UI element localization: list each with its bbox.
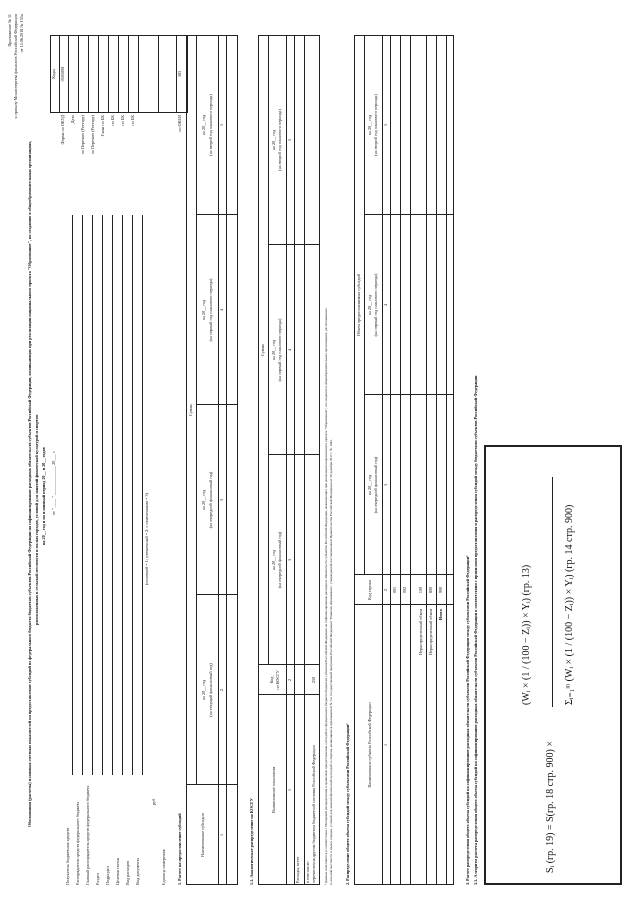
section11-title: 1.1. Аналитическое распределение по КОСГУ [249,798,254,885]
s2-total-code: 900 [438,586,443,594]
section31-title: 3.1. Алгоритм расчета распределения общего объема субсидий на софинансирование расходных обязательств субъектов Российской Федерации в соответствии с правилами предоставления и распределения субсидий между бюджетами субъектов Российской Федерации [473,375,478,885]
field-doc-type: Вид документа [135,858,140,885]
vr-label: по БК [130,115,135,126]
s2-num-5: 5 [383,123,388,127]
glava-label: Глава по БК [100,115,105,137]
field-unit: Единица измерения: [161,848,166,885]
form-title-line3: на 20__ год и на плановый период 20__ и 20__ годов [41,447,46,545]
s2-col-name: Наименование субъекта Российской Федерации [367,702,372,788]
s1-y2-note: (на очередной финансовый год) [208,471,213,529]
reestr-label-2: по Перечню (Реестру) [90,115,95,155]
s2-total: Итого [438,609,443,621]
okei-code: 383 [177,70,182,78]
s2-y3: на 20__ год [367,114,372,136]
rzpr-label: по БК [110,115,115,126]
s2-reserve2-code: 800 [428,586,433,594]
field-subsection: Подраздел [105,866,110,885]
s11-num-1: 1 [287,788,292,792]
s11-row-incl: в том числе: [305,861,310,883]
s11-num-3: 3 [287,558,292,562]
s2-y3-note: (на второй год планового периода) [373,94,378,156]
s1-y2: на 20__ год [201,489,206,511]
s2-y2: на 20__ год [367,294,372,316]
field-expense-type: Вид расходов [125,860,130,885]
section1-title: 1. Расчет на предоставление субсидий [177,813,182,885]
s2-num-4: 4 [383,303,388,307]
s11-col-code: Код [269,676,274,684]
formula-lhs: Sᵢ (гр. 19) = S(гр. 18 стр. 900) × [545,741,556,873]
s2-num-2: 2 [383,588,388,592]
s1-y4-note: (на второй год планового периода) [208,94,213,156]
s2-reserve: Нераспределенный объем [418,609,423,656]
okei-label: по ОКЕИ [177,115,182,132]
section2-title: 2. Распределение общего объема субсидий между субъектами Российской Федерации² [345,723,350,885]
date-label: Дата [70,115,75,124]
csr-label: по БК [120,115,125,126]
field-doc-type-note: (основной = 1; уточненный = 2; с изменениями = 3) [144,492,149,585]
s11-row-transfers: перечисления другим бюджетам бюджетной системы Российской Федерации [311,745,316,883]
okud-label: Форма по ОКУД [60,115,65,145]
section3-title: 3. Расчет распределения общего объема субсидий на софинансирование расходных обязательств субъектов Российской Федерации между субъектами Российской Федерации³ [465,555,470,885]
appendix-line3: от 15.06.2018 № 135н [19,14,24,53]
formula-denominator: Σᵢ₌₁ᵐ (Wᵢ × (1 / (100 − Zᵢ)) × Yᵢ) (гр. 14 стр. 900) [564,504,575,705]
s2-code-001: 001 [392,586,397,594]
s2-col-total: Объем предоставляемых субсидий [356,274,361,336]
s11-num-2: 2 [287,678,292,682]
codes-header: Коды [51,69,56,79]
s1-y3: на 20__ год [201,299,206,321]
s1-y1-note: (на текущий финансовый год) [208,663,213,717]
form-date-line: от " ____ " ______________ 20___ г. [51,450,56,515]
s11-footnote-2: в сельской местности и малых городах, условий для занятий физической культурой и спортом, являющимися приложением № 3 к государственной программе Российской Федерации "Развитие образования", утвержденной постановлением Правительства Российской Федерации от 26 декабря 2017 г. № 1642. [329,439,333,885]
s1-num-3: 3 [219,498,224,502]
s2-y1: на 20__ год [367,474,372,496]
s2-num-3: 3 [383,483,388,487]
s1-col-sum: Сумма [188,404,193,416]
s11-row-transfers-code: 250 [311,676,316,684]
s11-y3-note: (на второй год планового периода) [277,109,282,171]
s11-col-sum: Сумма [260,344,265,356]
form-title-line1: Обоснования (расчеты) плановых сметных показателей на предоставление субсидий из федерального бюджета бюджетам субъектов Российской Федерации на софинансирование расходных обязательств субъектов Российской Федерации, возникающих при реализации национального проекта "Образование", по созданию в общеобразовательных организациях, [27,140,32,827]
s1-num-5: 5 [219,123,224,127]
s1-num-4: 4 [219,308,224,312]
appendix-line1: Приложение № 11 [7,14,12,47]
formula-fraction-bar [552,477,553,707]
s11-row-total: Расходы, всего [295,856,300,883]
s1-col-name: Наименование субсидии [200,813,205,857]
s11-y2: на 20__ год [271,339,276,361]
appendix-line2: к приказу Министерства финансов Российской Федерации [13,14,18,119]
s1-num-1: 1 [219,833,224,837]
s11-y2-note: (на первый год планового периода) [277,318,282,382]
codes-box [50,35,188,113]
s1-y3-note: (на первый год планового периода) [208,278,213,342]
s1-num-2: 2 [219,688,224,692]
s1-y4: на 20__ год [201,114,206,136]
field-recipient: Получатель бюджетных средств [65,827,70,885]
s2-reserve2: Нераспределенный объем [428,609,433,656]
s11-col-code2: по КОСГУ [275,670,280,690]
form-title-line2: расположенных в сельской местности и малых городах, условий для занятий физической культурой и спортом [34,414,39,625]
s2-y2-note: (на первый год планового периода) [373,273,378,337]
s11-y3: на 20__ год [271,129,276,151]
s11-num-4: 4 [287,348,292,352]
field-distributor: Распорядитель средств федерального бюджета [75,801,80,885]
reestr-label-1: по Перечню (Реестру) [80,115,85,155]
field-main-distributor: Главный распорядитель средств федерального бюджета [85,785,90,885]
s1-y1: на 20__ год [201,679,206,701]
s11-y1-note: (на очередной финансовый год) [277,531,282,589]
s11-col-name: Наименование показателя [271,766,276,814]
s11-num-5: 5 [287,138,292,142]
okud-code: 0505008 [60,66,65,82]
s2-num-1: 1 [383,743,388,747]
s2-y1-note: (на очередной финансовый год) [373,456,378,514]
field-unit-value: руб [151,798,156,805]
s11-y1: на 20__ год [271,549,276,571]
formula-numerator: (Wᵢ × (1 / (100 − Zᵢ)) × Yᵢ) (гр. 13) [521,564,532,705]
field-target-article: Целевая статья [115,858,120,885]
s2-reserve-code: 100 [418,586,423,594]
s2-code-002: 002 [402,586,407,594]
s2-col-code: Код строки [367,580,372,600]
field-section: Раздел [95,873,100,885]
s11-footnote-1: ¹ Данные заполняются в соответствии с Методикой распределения и правилами предоставления субсидий из федерального бюджета бюджетам субъектов Российской Федерации на софинансирование расходных обязательств субъектов Российской Федерации, возникающих при реализации национального проекта "Образование", по созданию в общеобразовательных организациях, расположенных [324,308,328,885]
